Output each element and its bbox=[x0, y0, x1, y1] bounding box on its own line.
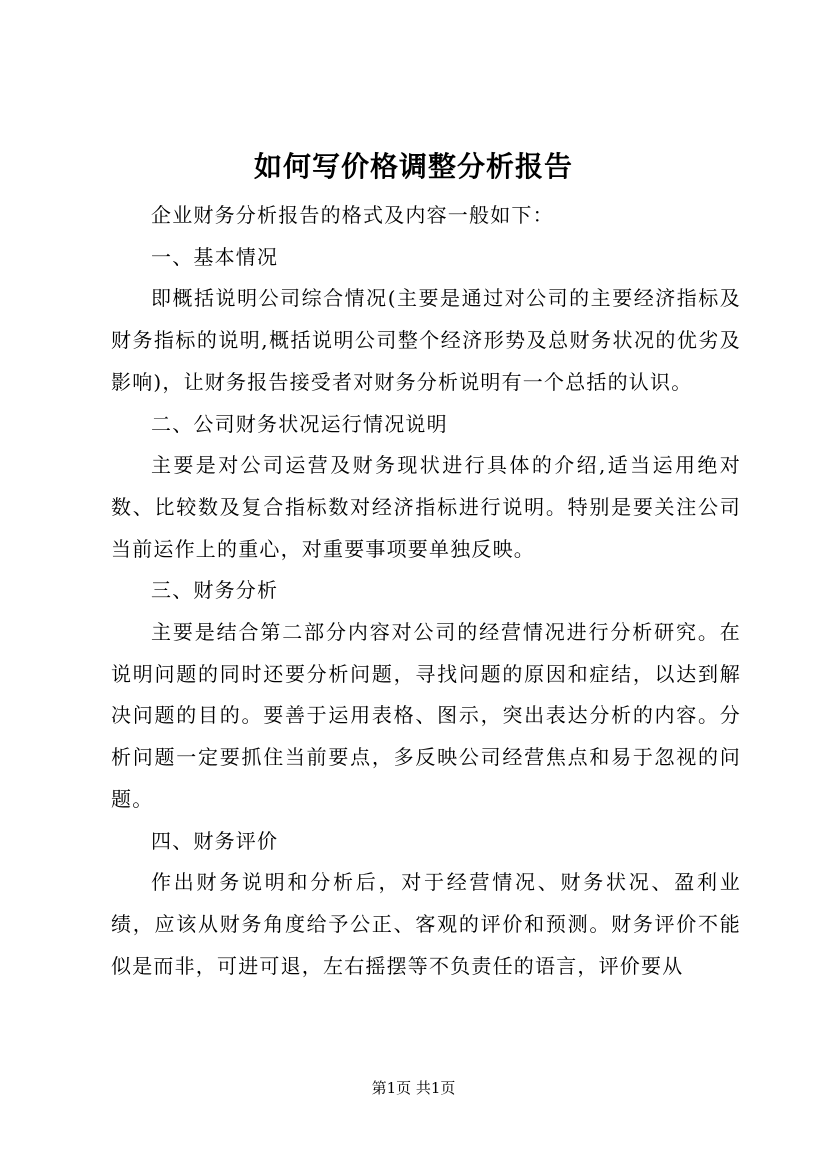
section-paragraph-3: 主要是结合第二部分内容对公司的经营情况进行分析研究。在说明问题的同时还要分析问题，寻找问题的原因和症结，以达到解决问题的目的。要善于运用表格、图示，突出表达分析的内容。分析问题一定要抓住当前要点，多反映公司经营焦点和易于忽视的问题。 bbox=[111, 620, 741, 811]
section-heading-3: 三、财务分析 bbox=[151, 578, 279, 603]
intro-paragraph: 企业财务分析报告的格式及内容一般如下： bbox=[151, 203, 554, 227]
section-paragraph-2: 主要是对公司运营及财务现状进行具体的介绍,适当运用绝对数、比较数及复合指标数对经济指标进行说明。特别是要关注公司当前运作上的重心，对重要事项要单独反映。 bbox=[111, 453, 741, 561]
section-heading-1: 一、基本情况 bbox=[151, 244, 279, 269]
section-paragraph-1: 即概括说明公司综合情况(主要是通过对公司的主要经济指标及财务指标的说明,概括说明公司整个经济形势及总财务状况的优劣及影响)，让财务报告接受者对财务分析说明有一个总括的认识。 bbox=[111, 286, 741, 394]
section-heading-4: 四、财务评价 bbox=[151, 828, 279, 853]
document-body bbox=[111, 195, 741, 987]
page-number-footer: 第1页 共1页 bbox=[371, 1079, 456, 1097]
section-paragraph-4: 作出财务说明和分析后，对于经营情况、财务状况、盈利业绩，应该从财务角度给予公正、客观的评价和预测。财务评价不能似是而非，可进可退，左右摇摆等不负责任的语言，评价要从 bbox=[111, 870, 741, 978]
section-heading-2: 二、公司财务状况运行情况说明 bbox=[151, 411, 448, 436]
document-title: 如何写价格调整分析报告 bbox=[253, 150, 573, 183]
